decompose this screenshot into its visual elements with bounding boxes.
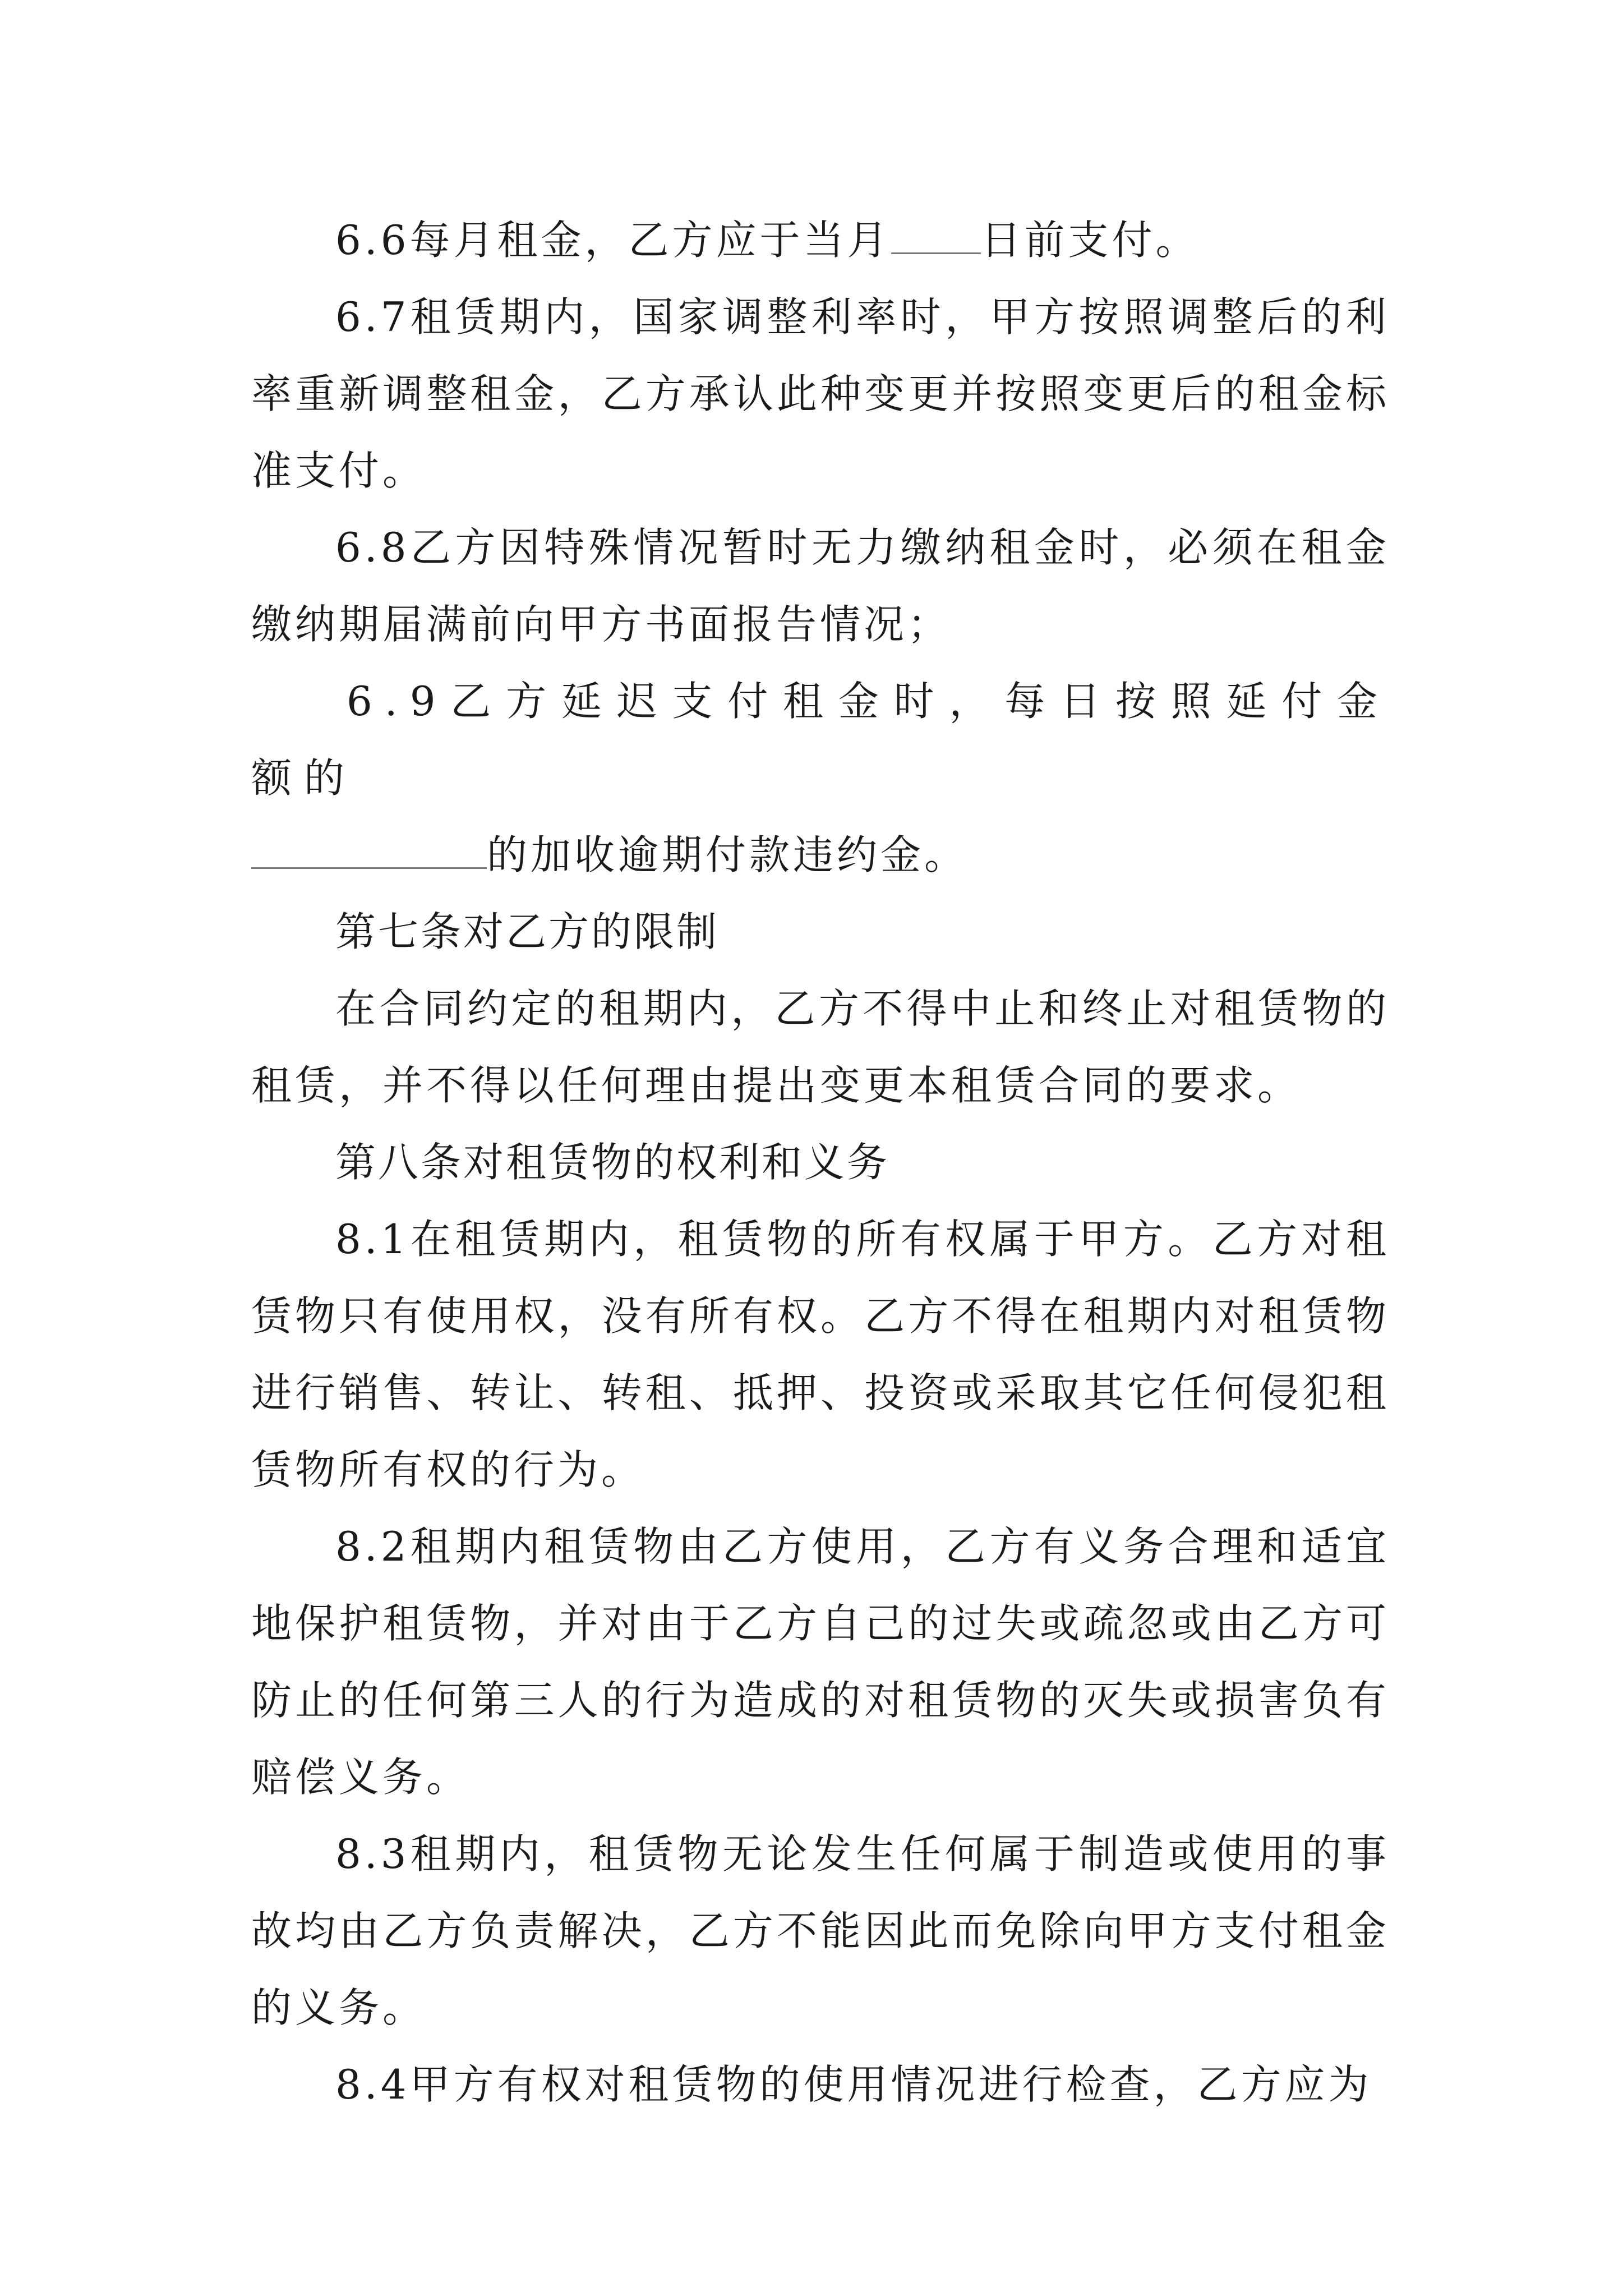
clause-8-3: 8.3租期内，租赁物无论发生任何属于制造或使用的事故均由乙方负责解决，乙方不能因此而免除向甲方支付租金的义务。 — [251, 1830, 1390, 2031]
clause-6-9-text-after: 的加收逾期付款违约金。 — [487, 831, 969, 878]
clause-6-7: 6.7租赁期内，国家调整利率时，甲方按照调整后的利率重新调整租金，乙方承认此种变更并按照变更后的租金标准支付。 — [251, 293, 1390, 494]
rate-blank-field — [251, 832, 487, 869]
article-8-title: 第八条对租赁物的权利和义务 — [335, 1139, 890, 1186]
clause-6-9-text-before: 6.9乙方延迟支付租金时，每日按照延付金额的 — [251, 678, 1390, 802]
clause-8-1: 8.1在租赁期内，租赁物的所有权属于甲方。乙方对租赁物只有使用权，没有所有权。乙方不得在租期内对租赁物进行销售、转让、转租、抵押、投资或采取其它任何侵犯租赁物所有权的行为。 — [251, 1216, 1390, 1493]
clause-6-6-text-after: 日前支付。 — [980, 217, 1200, 264]
article-7-body: 在合同约定的租期内，乙方不得中止和终止对租赁物的租赁，并不得以任何理由提出变更本租赁合同的要求。 — [251, 985, 1390, 1109]
clause-6-9 — [251, 663, 1390, 894]
clause-6-8: 6.8乙方因特殊情况暂时无力缴纳租金时，必须在租金缴纳期届满前向甲方书面报告情况； — [251, 524, 1390, 648]
clause-8-2: 8.2租期内租赁物由乙方使用，乙方有义务合理和适宜地保护租赁物，并对由于乙方自己的过失或疏忽或由乙方可防止的任何第三人的行为造成的对租赁物的灭失或损害负有赔偿义务。 — [251, 1523, 1390, 1801]
day-blank-field — [891, 218, 981, 254]
document-page — [251, 202, 1390, 2123]
clause-6-6-text-before: 6.6每月租金，乙方应于当月 — [335, 217, 891, 264]
clause-8-4: 8.4甲方有权对租赁物的使用情况进行检查，乙方应为 — [335, 2061, 1372, 2108]
article-7-title: 第七条对乙方的限制 — [335, 908, 720, 955]
clause-6-6 — [251, 202, 1390, 279]
